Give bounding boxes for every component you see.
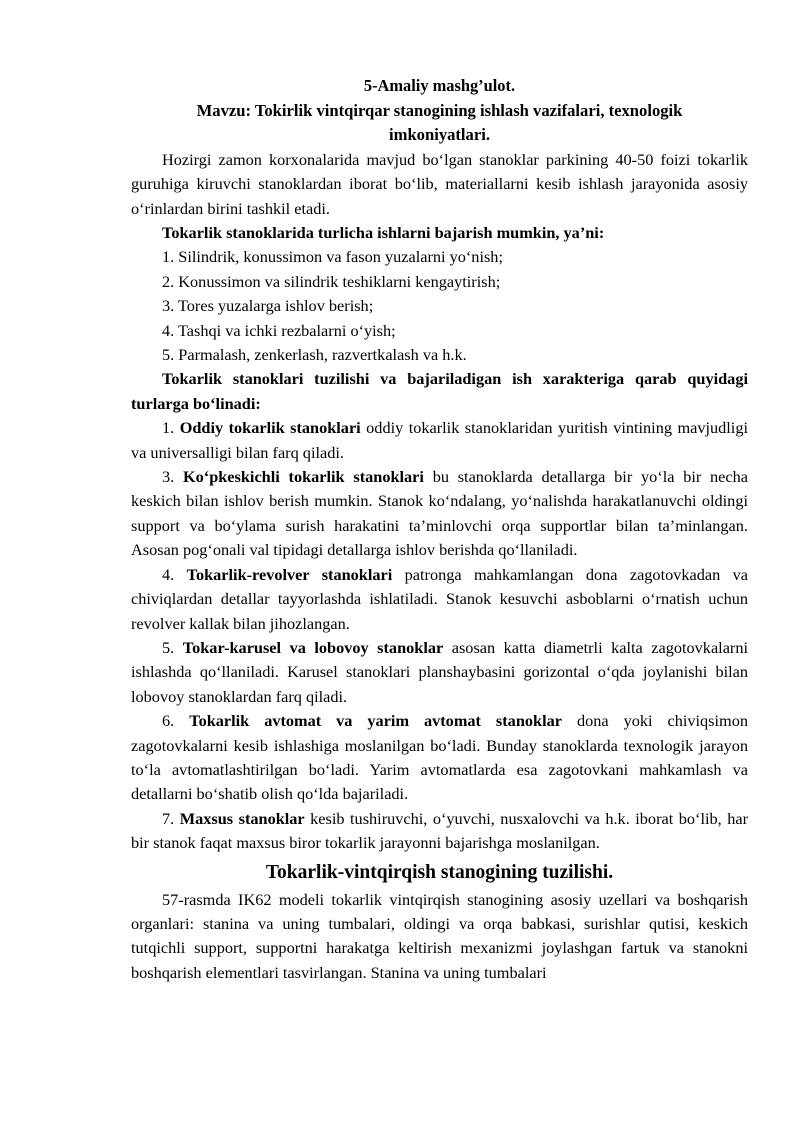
machine-type-description: oddiy tokarlik stanoklaridan yuritish vintining mavjudligi va universalligi bilan farq qiladi. xyxy=(131,418,748,462)
machine-type-description: dona yoki chiviqsimon zagotovkalarni kesib ishlashiga moslanilgan bo‘ladi. Bunday stanoklarda texnologik jarayon to‘la avtomatlashtirilgan bo‘ladi. Yarim avtomatlarda esa zagotovkani mahkamlash va detallarni bo‘shatib olish qo‘lda bajariladi. xyxy=(131,711,748,804)
machine-type-description: kesib tushiruvchi, o‘yuvchi, nusxalovchi va h.k. iborat bo‘lib, har bir stanok faqat maxsus biror tokarlik jarayonni bajarishga moslanilgan. xyxy=(131,808,748,853)
machine-type-name: Maxsus stanoklar xyxy=(179,808,305,828)
document-body xyxy=(131,74,748,985)
machine-type-name: Tokar-karusel va lobovoy stanoklar xyxy=(182,637,444,657)
topic-title-line-1: Mavzu: Tokirlik vintqirqar stanogining ishlash vazifalari, texnologik xyxy=(196,100,683,120)
machine-type-name: Ko‘pkeskichli tokarlik stanoklari xyxy=(182,467,424,487)
machine-type-description: asosan katta diametrli kalta zagotovkalarni ishlashda qo‘llaniladi. Karusel stanoklari planshaybasini gorizontal o‘qda joylanishi bilan lobovoy stanoklardan farq qiladi. xyxy=(131,637,749,706)
list-item: 5. Parmalash, zenkerlash, razvertkalash va h.k. xyxy=(162,345,467,365)
machine-type-entry xyxy=(131,636,748,709)
machine-type-entry xyxy=(131,416,748,465)
machine-type-name: Tokarlik-revolver stanoklari xyxy=(186,564,393,584)
types-heading: Tokarlik stanoklari tuzilishi va bajariladigan ish xarakteriga qarab quyidagi turlarga bo‘linadi: xyxy=(131,369,748,413)
works-heading: Tokarlik stanoklarida turlicha ishlarni bajarish mumkin, ya’ni: xyxy=(162,223,605,242)
machine-type-number: 5. xyxy=(162,637,175,657)
machine-type-name: Oddiy tokarlik stanoklari xyxy=(179,418,361,438)
section-title: Tokarlik-vintqirqish stanogining tuzilishi. xyxy=(265,861,614,883)
machine-type-name: Tokarlik avtomat va yarim avtomat stanoklar xyxy=(189,711,562,731)
intro-paragraph: Hozirgi zamon korxonalarida mavjud bo‘lgan stanoklar parkining 40-50 foizi tokarlik guruhiga kiruvchi stanoklardan iborat bo‘lib, materiallarni kesib ishlash jarayonida asosiy o‘rinlardan birini tashkil etadi. xyxy=(131,149,748,218)
lesson-title: 5-Amaliy mashg’ulot. xyxy=(363,76,516,95)
machine-type-number: 6. xyxy=(162,711,175,731)
machine-type-entry xyxy=(131,807,748,856)
list-item: 3. Tores yuzalarga ishlov berish; xyxy=(162,296,374,316)
list-item: 1. Silindrik, konussimon va fason yuzalarni yo‘nish; xyxy=(162,247,503,267)
machine-type-number: 4. xyxy=(162,564,175,584)
machine-type-number: 7. xyxy=(162,808,175,828)
machine-type-entry xyxy=(131,709,748,807)
machine-type-number: 1. xyxy=(162,418,175,438)
figure-description-paragraph: 57-rasmda IK62 modeli tokarlik vintqirqish stanogining asosiy uzellari va boshqarish organlari: stanina va uning tumbalari, oldingi va orqa babkasi, surishlar qutisi, keskich tutqichli support, supportni harakatga keltirish mexanizmi joylashgan fartuk va stanokni boshqarish elementlari tasvirlangan. Stanina va uning tumbalari xyxy=(131,889,748,982)
list-item: 2. Konussimon va silindrik teshiklarni kengaytirish; xyxy=(162,271,501,291)
machine-type-description: bu stanoklarda detallarga bir yo‘la bir necha keskich bilan ishlov berish mumkin. Stanok ko‘ndalang, yo‘nalishda harakatlanuvchi oldingi support va bo‘ylama surish harakatini ta’minlovchi orqa supportlar bilan ta’minlangan. Asosan pog‘onali val tipidagi detallarga ishlov berishda qo‘llaniladi. xyxy=(131,467,748,560)
machine-type-description: patronga mahkamlangan dona zagotovkadan va chiviqlardan detallar tayyorlashda ishlatiladi. Stanok kesuvchi asboblarni o‘rnatish uchun revolver kallak bilan jihozlangan. xyxy=(131,564,748,633)
machine-type-number: 3. xyxy=(162,467,175,487)
machine-type-entry xyxy=(131,465,748,563)
list-item: 4. Tashqi va ichki rezbalarni o‘yish; xyxy=(162,320,396,340)
machine-type-entry xyxy=(131,563,748,636)
topic-title-line-2: imkoniyatlari. xyxy=(389,125,490,145)
